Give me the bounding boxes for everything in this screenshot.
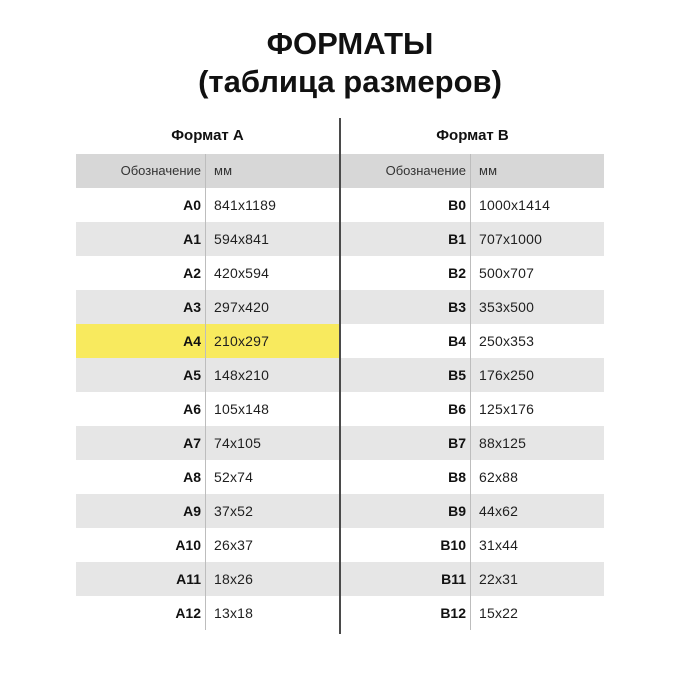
format-b-row-b1 [341,222,604,256]
format-b-row-b0 [341,188,604,222]
format-b-size-cell: 500x707 [479,265,535,281]
format-b-row-b7 [341,426,604,460]
format-b-table [341,118,604,630]
page-title [0,25,700,101]
format-a-row-a5 [76,358,339,392]
format-a-size-cell: 52x74 [214,469,254,485]
format-a-code-cell: A3 [76,290,206,324]
format-a-row-a9 [76,494,339,528]
format-b-code-cell: B4 [341,324,471,358]
format-b-code-cell: B10 [341,528,471,562]
format-a-code-cell: A0 [76,188,206,222]
format-b-row-b10 [341,528,604,562]
format-b-size-cell: 15x22 [479,605,519,621]
format-a-row-a12 [76,596,339,630]
format-b-row-b2 [341,256,604,290]
format-a-size-cell: 26x37 [214,537,254,553]
format-a-header-code: Обозначение [76,154,206,188]
format-a-row-a1 [76,222,339,256]
format-b-code-cell: B8 [341,460,471,494]
format-a-size-cell: 37x52 [214,503,254,519]
format-a-header-row [76,154,339,188]
format-a-size-cell: 420x594 [214,265,270,281]
format-b-code-cell: B7 [341,426,471,460]
format-b-code-cell: B9 [341,494,471,528]
format-b-header-code: Обозначение [341,154,471,188]
format-a-size-cell: 148x210 [214,367,270,383]
format-a-row-a11 [76,562,339,596]
format-b-code-cell: B1 [341,222,471,256]
format-b-row-b12 [341,596,604,630]
format-b-row-b11 [341,562,604,596]
format-a-size-cell: 297x420 [214,299,270,315]
format-b-code-cell: B11 [341,562,471,596]
format-a-size-cell: 841x1189 [214,197,277,213]
format-b-code-cell: B2 [341,256,471,290]
format-b-title: Формат В [436,127,509,144]
format-b-code-cell: B5 [341,358,471,392]
format-a-row-a7 [76,426,339,460]
format-a-row-a8 [76,460,339,494]
format-b-size-cell: 125x176 [479,401,535,417]
format-b-size-cell: 176x250 [479,367,535,383]
format-a-code-cell: A1 [76,222,206,256]
format-a-code-cell: A8 [76,460,206,494]
format-a-size-cell: 18x26 [214,571,254,587]
format-a-size-cell: 74x105 [214,435,262,451]
format-a-size-cell: 13x18 [214,605,254,621]
format-a-code-cell: A5 [76,358,206,392]
format-b-size-cell: 44x62 [479,503,519,519]
format-a-size-cell: 594x841 [214,231,270,247]
page-title-line2: (таблица размеров) [198,64,502,99]
format-b-size-cell: 250x353 [479,333,535,349]
format-b-row-b4 [341,324,604,358]
format-b-header-size: мм [479,163,498,178]
format-a-table [76,118,339,630]
format-a-row-a6 [76,392,339,426]
format-a-size-cell: 105x148 [214,401,270,417]
format-a-row-a2 [76,256,339,290]
format-b-row-b8 [341,460,604,494]
format-b-size-cell: 1000x1414 [479,197,551,213]
format-a-code-cell: A6 [76,392,206,426]
format-a-code-cell: A7 [76,426,206,460]
format-b-size-cell: 88x125 [479,435,527,451]
format-b-row-b5 [341,358,604,392]
format-a-code-cell: A9 [76,494,206,528]
format-a-row-a4 [76,324,339,358]
format-a-code-cell: A12 [76,596,206,630]
format-a-title: Формат А [171,127,244,144]
format-b-row-b3 [341,290,604,324]
format-b-size-cell: 22x31 [479,571,519,587]
format-b-row-b9 [341,494,604,528]
format-b-header-row [341,154,604,188]
format-b-rows [341,188,604,630]
format-b-size-cell: 62x88 [479,469,519,485]
format-a-row-a3 [76,290,339,324]
format-b-row-b6 [341,392,604,426]
format-b-code-cell: B3 [341,290,471,324]
format-a-row-a10 [76,528,339,562]
format-a-row-a0 [76,188,339,222]
format-a-code-cell: A10 [76,528,206,562]
format-a-code-cell: A11 [76,562,206,596]
format-a-header-size: мм [214,163,233,178]
format-a-code-cell: A2 [76,256,206,290]
format-b-size-cell: 31x44 [479,537,519,553]
format-b-code-cell: B6 [341,392,471,426]
format-b-code-cell: B0 [341,188,471,222]
format-b-size-cell: 353x500 [479,299,535,315]
page-title-line1: ФОРМАТЫ [266,26,434,61]
format-a-code-cell: A4 [76,324,206,358]
format-b-size-cell: 707x1000 [479,231,543,247]
format-b-code-cell: B12 [341,596,471,630]
format-a-size-cell: 210x297 [214,333,270,349]
format-a-rows [76,188,339,630]
